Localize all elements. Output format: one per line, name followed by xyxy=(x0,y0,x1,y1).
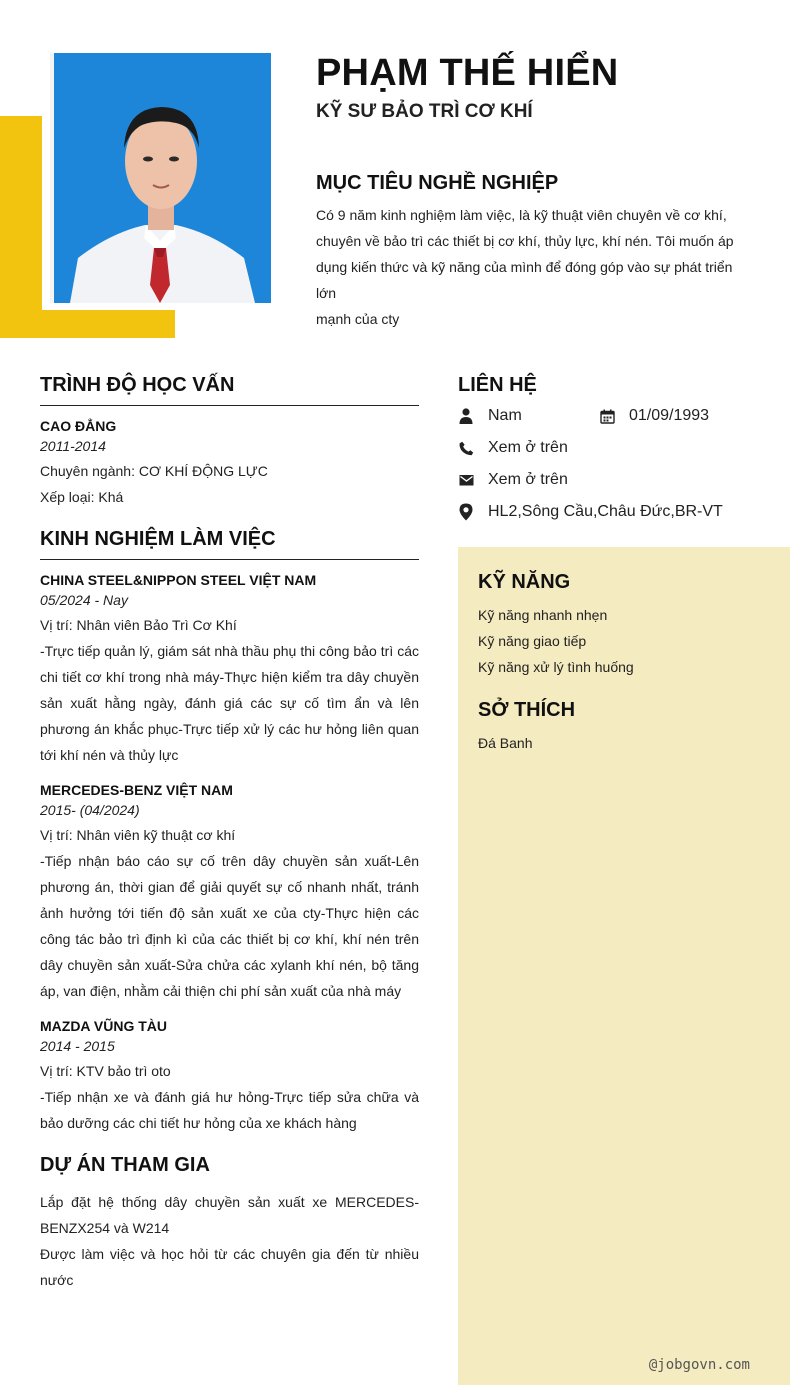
candidate-job-title: KỸ SƯ BẢO TRÌ CƠ KHÍ xyxy=(316,101,533,122)
job-period: 2015- (04/2024) xyxy=(40,802,140,818)
envelope-icon xyxy=(458,472,474,488)
objective-text xyxy=(316,202,756,332)
objective-line: mạnh của cty xyxy=(316,311,400,327)
project-item: Được làm việc và học hỏi từ các chuyên gia đến từ nhiều nước xyxy=(40,1246,419,1288)
job-period: 2014 - 2015 xyxy=(40,1038,115,1054)
location-pin-icon xyxy=(458,504,474,520)
objective-line: Có 9 năm kinh nghiệm làm việc, là kỹ thuật viên chuyên về cơ khí, xyxy=(316,207,727,223)
contact-phone-value: Xem ở trên xyxy=(488,439,568,456)
objective-heading: MỤC TIÊU NGHỀ NGHIỆP xyxy=(316,172,559,194)
job-description: -Tiếp nhận báo cáo sự cố trên dây chuyền sản xuất-Lên phương án, thời gian để giải quyết sự cố nhanh nhất, tránh ảnh hưởng tới tiến độ sản xuất xe của cty-Thực hiện các công tác bảo trì định kì của các thiết bị cơ khí, khí nén trên dây chuyền sản xuất-Sửa chửa các xylanh khí nén, bộ tăng áp, van điện, nhằm cải thiện chi phí sản xuất của nhà máy xyxy=(40,853,419,999)
accent-block-bottom xyxy=(0,310,175,338)
contact-gender-value: Nam xyxy=(488,407,522,424)
education-grade: Xếp loại: Khá xyxy=(40,489,124,505)
contact-address-value: HL2,Sông Cầu,Châu Đức,BR-VT xyxy=(488,503,723,520)
job-description: -Tiếp nhận xe và đánh giá hư hỏng-Trực tiếp sửa chữa và bảo dưỡng các chi tiết hư hỏng của xe khách hàng xyxy=(40,1089,419,1131)
job-position: Vị trí: KTV bảo trì oto xyxy=(40,1063,171,1079)
profile-photo xyxy=(50,53,271,303)
phone-icon xyxy=(458,440,474,456)
skill-item: Kỹ năng xử lý tình huống xyxy=(478,659,634,675)
job-description: -Trực tiếp quản lý, giám sát nhà thầu phụ thi công bảo trì các chi tiết cơ khí trong nhà máy-Thực hiện kiểm tra dây chuyền sản xuất hằng ngày, đánh giá các sự cố tìm ẩn và lên phương án khắc phục-Trực tiếp xử lý các hư hỏng liên quan tới khí nén và thủy lực xyxy=(40,643,419,763)
experience-heading: KINH NGHIỆM LÀM VIỆC xyxy=(40,528,419,560)
contact-birthday-value: 01/09/1993 xyxy=(629,407,710,424)
contact-email xyxy=(458,468,568,492)
accent-block xyxy=(0,116,42,338)
contact-gender xyxy=(458,404,522,428)
contact-email-value: Xem ở trên xyxy=(488,471,568,488)
contact-address xyxy=(458,500,723,524)
calendar-icon xyxy=(599,408,615,424)
job-company: MAZDA VŨNG TÀU xyxy=(40,1018,168,1034)
education-major: Chuyên ngành: CƠ KHÍ ĐỘNG LỰC xyxy=(40,463,268,479)
watermark: @jobgovn.com xyxy=(648,1357,750,1373)
person-icon xyxy=(458,408,474,424)
skill-item: Kỹ năng giao tiếp xyxy=(478,633,587,649)
education-school: CAO ĐẲNG xyxy=(40,418,117,434)
hobby-item: Đá Banh xyxy=(478,735,533,751)
job-position: Vị trí: Nhân viên kỹ thuật cơ khí xyxy=(40,827,236,843)
objective-line: chuyên về bảo trì các thiết bị cơ khí, thủy lực, khí nén. Tôi muốn áp xyxy=(316,233,734,249)
job-company: MERCEDES-BENZ VIỆT NAM xyxy=(40,782,233,798)
education-heading: TRÌNH ĐỘ HỌC VẤN xyxy=(40,374,419,406)
project-item: Lắp đặt hệ thống dây chuyền sản xuất xe MERCEDES-BENZX254 và W214 xyxy=(40,1194,419,1236)
job-position: Vị trí: Nhân viên Bảo Trì Cơ Khí xyxy=(40,617,237,633)
left-column xyxy=(40,374,419,1293)
contact-birthday xyxy=(599,404,709,428)
objective-line: dụng kiến thức và kỹ năng của mình để đóng góp vào sự phát triển lớn xyxy=(316,259,733,301)
skill-item: Kỹ năng nhanh nhẹn xyxy=(478,607,608,623)
skills-heading: KỸ NĂNG xyxy=(478,571,571,593)
job-period: 05/2024 - Nay xyxy=(40,592,128,608)
contact-phone xyxy=(458,436,568,460)
job-company: CHINA STEEL&NIPPON STEEL VIỆT NAM xyxy=(40,572,317,588)
skills-panel xyxy=(458,547,790,1385)
contact-heading: LIÊN HỆ xyxy=(458,374,537,396)
projects-heading: DỰ ÁN THAM GIA xyxy=(40,1154,210,1176)
candidate-name: PHẠM THẾ HIỂN xyxy=(316,52,619,94)
hobbies-heading: SỞ THÍCH xyxy=(478,699,576,721)
education-period: 2011-2014 xyxy=(40,438,106,454)
